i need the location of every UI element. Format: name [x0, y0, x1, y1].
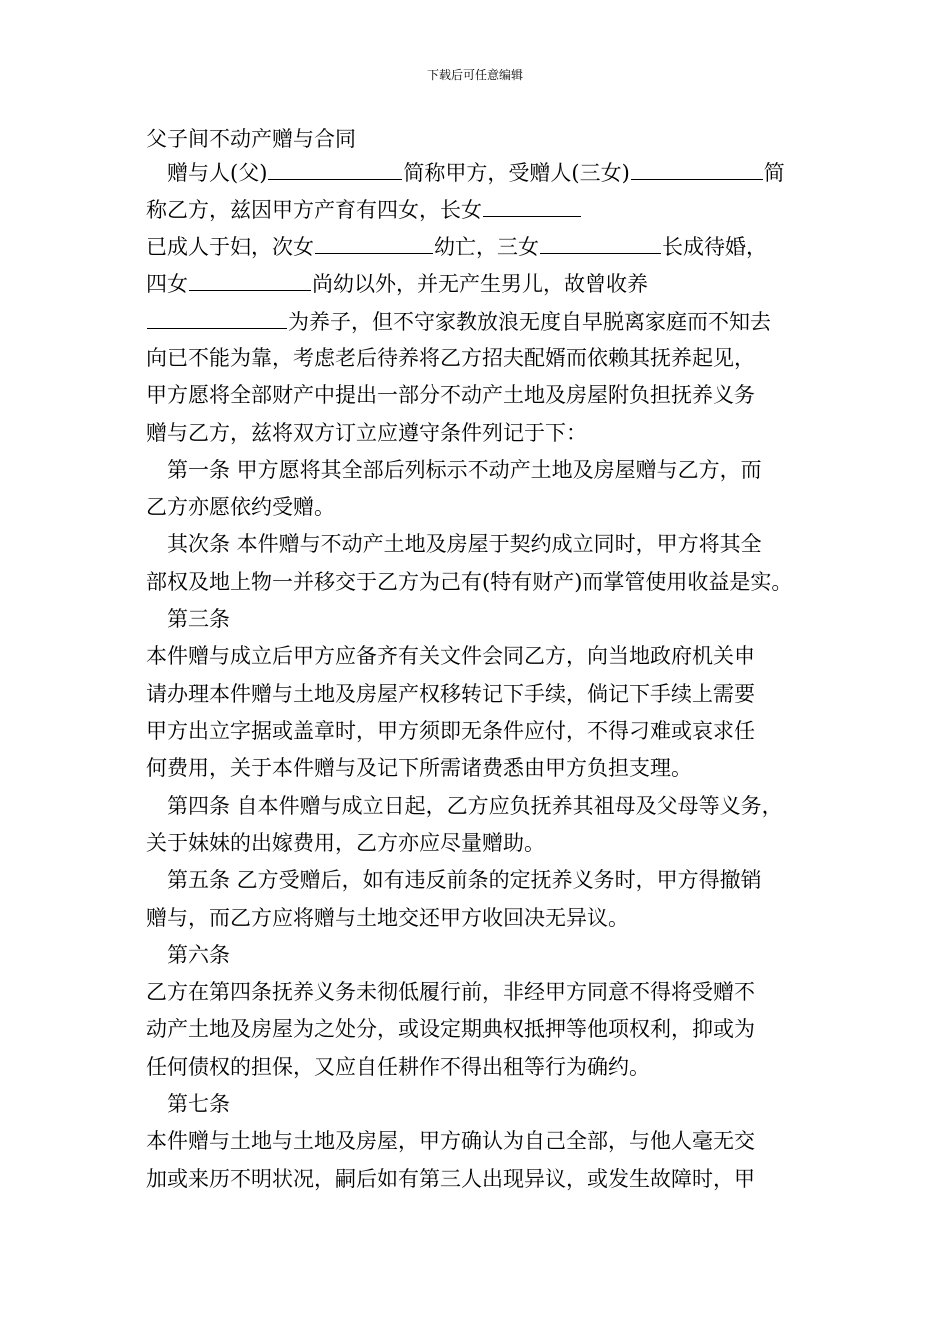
text-segment: 第六条: [146, 943, 230, 967]
text-segment: 简: [763, 161, 785, 185]
text-line: [146, 716, 755, 746]
text-segment: 乙方亦愿依约受赠。: [146, 495, 335, 519]
text-segment: 何费用，关于本件赠与及记下所需诸费悉由甲方负担支理。: [146, 756, 692, 780]
text-segment: 本件赠与土地与土地及房屋，甲方确认为自己全部，与他人毫无交: [146, 1129, 755, 1153]
text-line: [146, 1052, 650, 1082]
text-line: [146, 380, 755, 410]
text-segment: 幼亡，三女: [434, 235, 539, 259]
text-segment: 第三条: [146, 607, 230, 631]
fill-in-blank: [268, 157, 402, 180]
text-segment: 赠与乙方，兹将双方订立应遵守条件列记于下：: [146, 421, 587, 445]
text-line: [146, 1014, 755, 1044]
text-segment: 任何债权的担保，又应自任耕作不得出租等行为确约。: [146, 1055, 650, 1079]
text-segment: 甲方出立字据或盖章时，甲方须即无条件应付，不得刁难或哀求任: [146, 719, 755, 743]
text-line: [146, 455, 762, 485]
text-segment: 为养子，但不守家教放浪无度自早脱离家庭而不知去: [288, 310, 771, 334]
text-line: [146, 753, 692, 783]
text-segment: 动产土地及房屋为之处分，或设定期典权抵押等他项权利，抑或为: [146, 1017, 755, 1041]
text-line: [146, 940, 230, 970]
text-segment: 请办理本件赠与土地及房屋产权移转记下手续，倘记下手续上需要: [146, 682, 755, 706]
text-line: [146, 492, 335, 522]
text-line: [146, 903, 629, 933]
text-line: [146, 679, 755, 709]
fill-in-blank: [315, 231, 433, 254]
fill-in-blank: [483, 194, 581, 217]
fill-in-blank: [631, 157, 763, 180]
text-line: [146, 1126, 755, 1156]
fill-in-blank: [189, 268, 311, 291]
text-segment: 关于妹妹的出嫁费用，乙方亦应尽量赠助。: [146, 831, 545, 855]
text-segment: 长成待婚，: [662, 235, 767, 259]
text-line: [146, 791, 783, 821]
text-segment: 向已不能为靠，考虑老后待养将乙方招夫配婿而依赖其抚养起见，: [146, 346, 755, 370]
text-line: [146, 604, 230, 634]
text-line: [146, 157, 785, 188]
text-segment: 甲方愿将全部财产中提出一部分不动产土地及房屋附负担抚养义务: [146, 383, 755, 407]
text-line: [146, 1164, 755, 1194]
text-line: [146, 231, 767, 262]
text-line: [146, 343, 755, 373]
text-segment: 第一条 甲方愿将其全部后列标示不动产土地及房屋赠与乙方，而: [146, 458, 762, 482]
text-line: [146, 306, 771, 337]
text-segment: 第五条 乙方受赠后，如有违反前条的定抚养义务时，甲方得撤销: [146, 868, 762, 892]
text-segment: 简称甲方，受赠人(三女): [403, 161, 630, 185]
text-line: [146, 194, 582, 225]
text-segment: 称乙方，兹因甲方产育有四女，长女: [146, 198, 482, 222]
text-segment: 赠与人(父): [146, 161, 268, 185]
text-line: [146, 418, 587, 448]
text-line: [146, 828, 545, 858]
text-line: [146, 865, 762, 895]
fill-in-blank: [540, 231, 661, 254]
text-line: [146, 529, 762, 559]
text-line: [146, 1089, 230, 1119]
text-segment: 赠与，而乙方应将赠与土地交还甲方收回决无异议。: [146, 906, 629, 930]
text-segment: 本件赠与成立后甲方应备齐有关文件会同乙方，向当地政府机关申: [146, 644, 755, 668]
text-segment: 其次条 本件赠与不动产土地及房屋于契约成立同时，甲方将其全: [146, 532, 762, 556]
text-segment: 已成人于妇，次女: [146, 235, 314, 259]
text-line: [146, 641, 755, 671]
text-segment: 第四条 自本件赠与成立日起，乙方应负抚养其祖母及父母等义务，: [146, 794, 783, 818]
text-segment: 乙方在第四条抚养义务未彻低履行前，非经甲方同意不得将受赠不: [146, 980, 755, 1004]
document-title: 父子间不动产赠与合同: [146, 127, 356, 151]
text-segment: 部权及地上物一并移交于乙方为己有(特有财产)而掌管使用收益是实。: [146, 570, 793, 594]
text-segment: 四女: [146, 272, 188, 296]
page-header: 下载后可任意编辑: [426, 68, 523, 82]
text-segment: 第七条: [146, 1092, 230, 1116]
fill-in-blank: [147, 306, 287, 329]
text-segment: 加或来历不明状况，嗣后如有第三人出现异议，或发生故障时，甲: [146, 1167, 755, 1191]
text-segment: 尚幼以外，并无产生男儿，故曾收养: [312, 272, 648, 296]
text-line: [146, 268, 648, 299]
text-line: [146, 567, 792, 597]
text-line: [146, 977, 755, 1007]
